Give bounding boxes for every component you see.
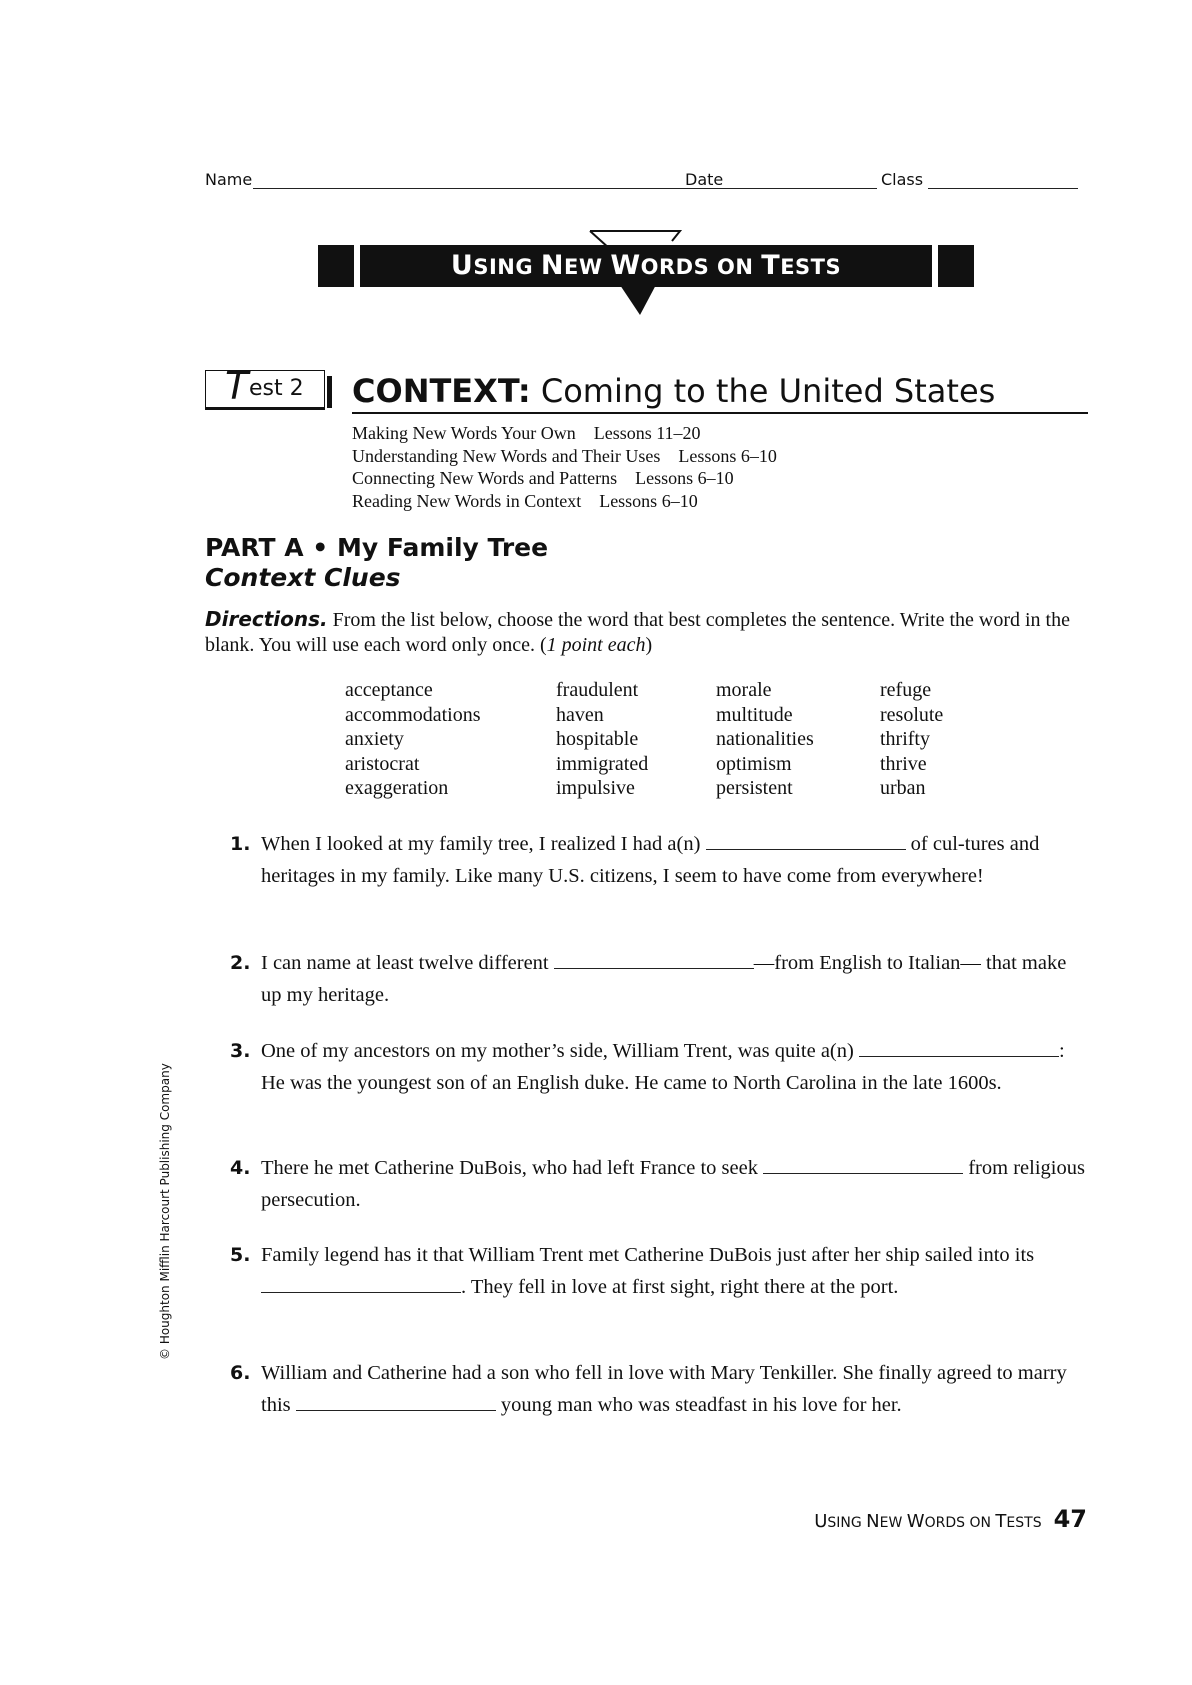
lesson-item: Reading New Words in Context Lessons 6–10: [352, 490, 698, 511]
word-item: multitude: [716, 703, 793, 726]
answer-blank[interactable]: [296, 1390, 496, 1411]
question-number: 1.: [230, 833, 251, 855]
lessons-list: [352, 422, 777, 512]
word-item: nationalities: [716, 728, 814, 750]
question-number: 6.: [230, 1362, 251, 1384]
test-label-box: [205, 364, 333, 408]
context-title: Coming to the United States: [540, 372, 996, 410]
word-item: accommodations: [345, 703, 481, 726]
answer-blank[interactable]: [706, 829, 906, 850]
class-blank[interactable]: [928, 188, 1078, 189]
word-column: [345, 678, 481, 801]
word-item: optimism: [716, 752, 792, 775]
word-item: persistent: [716, 777, 793, 799]
question-number: 3.: [230, 1040, 251, 1062]
answer-blank[interactable]: [763, 1153, 963, 1174]
word-item: fraudulent: [556, 679, 639, 701]
test-label-number: est 2: [249, 376, 304, 401]
directions-label: Directions.: [205, 607, 328, 631]
word-item: urban: [880, 777, 926, 799]
question-number: 5.: [230, 1244, 251, 1266]
question-number: 4.: [230, 1157, 251, 1179]
word-item: refuge: [880, 679, 932, 701]
class-label: Class: [881, 170, 924, 189]
word-column: [880, 678, 943, 801]
lesson-item: Understanding New Words and Their Uses Lessons 6–10: [352, 445, 777, 466]
word-item: hospitable: [556, 728, 639, 750]
question-number: 2.: [230, 952, 251, 974]
lesson-item: Making New Words Your Own Lessons 11–20: [352, 423, 701, 443]
word-column: [556, 678, 648, 801]
lesson-item: Connecting New Words and Patterns Lessons 6–10: [352, 468, 734, 488]
word-item: impulsive: [556, 777, 635, 799]
date-label: Date: [685, 170, 724, 189]
copyright-note: © Houghton Mifflin Harcourt Publishing Company: [158, 1063, 172, 1360]
word-item: exaggeration: [345, 777, 449, 799]
date-blank[interactable]: [727, 188, 877, 189]
word-item: acceptance: [345, 679, 433, 701]
directions-text: From the list below, choose the word that best completes the sentence. Write the word in the blank. You will use each word only once. (: [205, 609, 1070, 656]
banner-title: USING NEW WORDS ON TESTS: [450, 250, 842, 281]
answer-blank[interactable]: [859, 1036, 1059, 1057]
word-item: anxiety: [345, 728, 404, 750]
section-banner: [318, 245, 974, 287]
name-label: Name: [205, 170, 253, 189]
page-footer: [785, 1505, 1087, 1533]
word-item: thrive: [880, 752, 927, 775]
directions-points: 1 point each: [546, 634, 646, 656]
banner-right-block: [938, 245, 974, 287]
part-subtitle: Context Clues: [205, 563, 401, 592]
banner-left-block: [318, 245, 354, 287]
context-heading: [352, 370, 1088, 414]
word-item: thrifty: [880, 728, 930, 750]
answer-blank[interactable]: [261, 1272, 461, 1293]
word-item: haven: [556, 703, 604, 726]
page-number: 47: [1053, 1505, 1087, 1533]
answer-blank[interactable]: [554, 948, 754, 969]
word-item: aristocrat: [345, 752, 420, 775]
word-item: morale: [716, 679, 772, 701]
word-item: resolute: [880, 703, 944, 726]
footer-title: USING NEW WORDS ON TESTS: [814, 1511, 1042, 1532]
context-label: CONTEXT:: [352, 372, 531, 410]
directions: Directions. From the list below, choose the word that best completes the sentence. Write the word in the blank. You will use each word only once. (1 point each): [205, 607, 1070, 656]
word-column: [716, 678, 814, 801]
word-item: immigrated: [556, 752, 649, 775]
part-heading: [205, 533, 548, 593]
test-label-t: T: [225, 364, 249, 408]
part-title: PART A • My Family Tree: [205, 533, 549, 562]
